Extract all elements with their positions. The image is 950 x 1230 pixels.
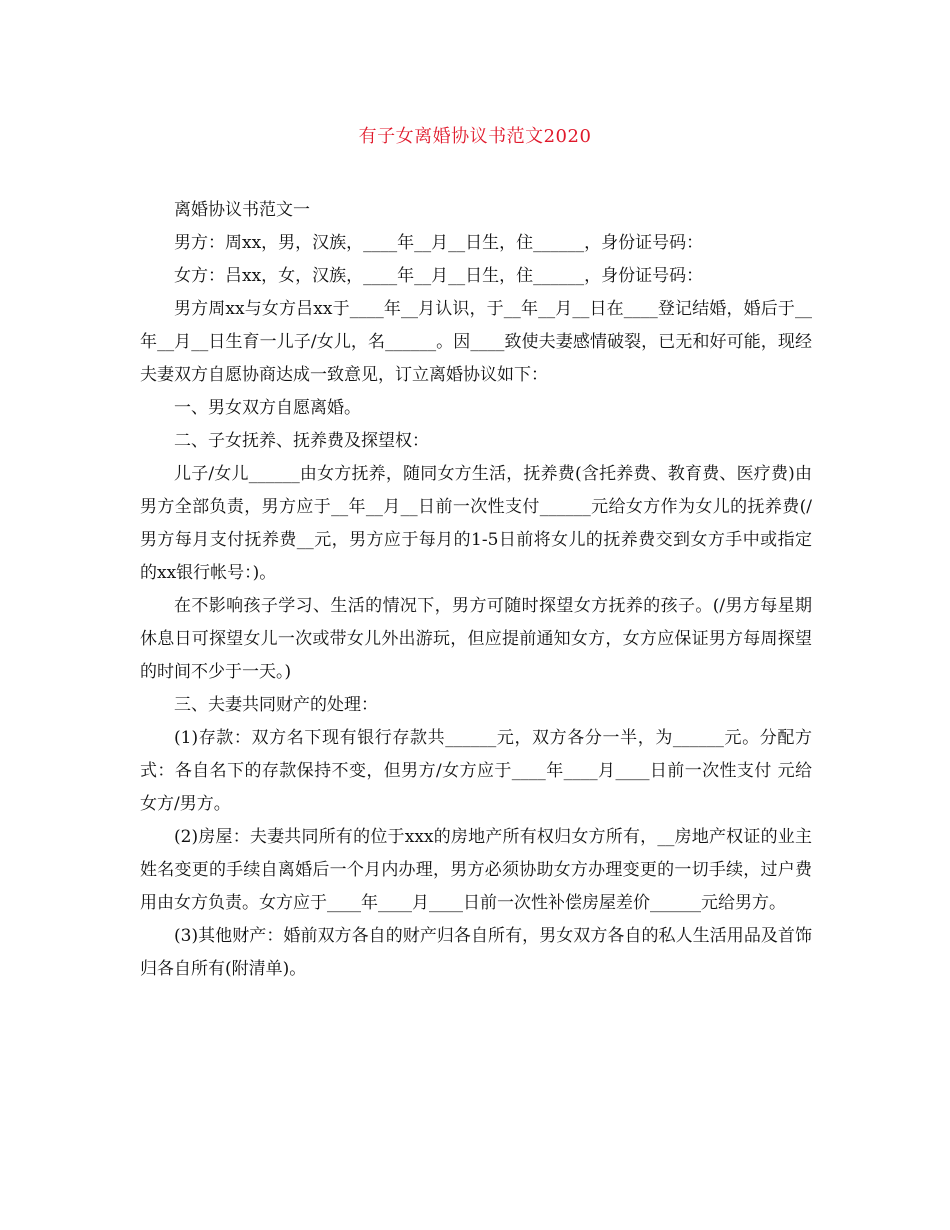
marriage-background: 男方周xx与女方吕xx于____年__月认识，于__年__月__日在____登记结婚，婚后于__年__月__日生育一儿子/女儿，名______。因____致使夫妻感情破裂，已无和好可能，现经夫妻双方自愿协商达成一致意见，订立离婚协议如下： xyxy=(140,299,812,385)
party-female: 女方：吕xx，女，汉族，____年__月__日生，住______，身份证号码： xyxy=(174,266,704,286)
visitation-paragraph: 在不影响孩子学习、生活的情况下，男方可随时探望女方抚养的孩子。(/男方每星期休息日可探望女儿一次或带女儿外出游玩，但应提前通知女方，女方应保证男方每周探望的时间不少于一天。) xyxy=(140,596,812,682)
house-paragraph: (2)房屋：夫妻共同所有的位于xxx的房地产所有权归女方所有，__房地产权证的业主姓名变更的手续自离婚后一个月内办理，男方必须协助女方办理变更的一切手续，过户费用由女方负责。女方应于____年____月____日前一次性补偿房屋差价______元给男方。 xyxy=(140,827,812,913)
clause-3-heading: 三、夫妻共同财产的处理： xyxy=(174,695,378,715)
party-male: 男方：周xx，男，汉族，____年__月__日生，住______，身份证号码： xyxy=(174,233,704,253)
clause-1: 一、男女双方自愿离婚。 xyxy=(174,398,361,418)
child-custody-paragraph: 儿子/女儿______由女方抚养，随同女方生活，抚养费(含托养费、教育费、医疗费)由男方全部负责，男方应于__年__月__日前一次性支付______元给女方作为女儿的抚养费(/男方每月支付抚养费__元，男方应于每月的1-5日前将女儿的抚养费交到女方手中或指定的xx银行帐号：)。 xyxy=(140,464,812,583)
section-heading: 离婚协议书范文一 xyxy=(174,200,310,220)
document-title: 有子女离婚协议书范文2020 xyxy=(358,126,592,147)
clause-2-heading: 二、子女抚养、抚养费及探望权： xyxy=(174,431,429,451)
deposit-paragraph: (1)存款：双方名下现有银行存款共______元，双方各分一半，为______元。分配方式：各自名下的存款保持不变，但男方/女方应于____年____月____日前一次性支付 元给女方/男方。 xyxy=(140,728,812,814)
other-property-paragraph: (3)其他财产：婚前双方各自的财产归各自所有，男女双方各自的私人生活用品及首饰归各自所有(附清单)。 xyxy=(140,926,812,979)
document-body xyxy=(140,194,812,986)
